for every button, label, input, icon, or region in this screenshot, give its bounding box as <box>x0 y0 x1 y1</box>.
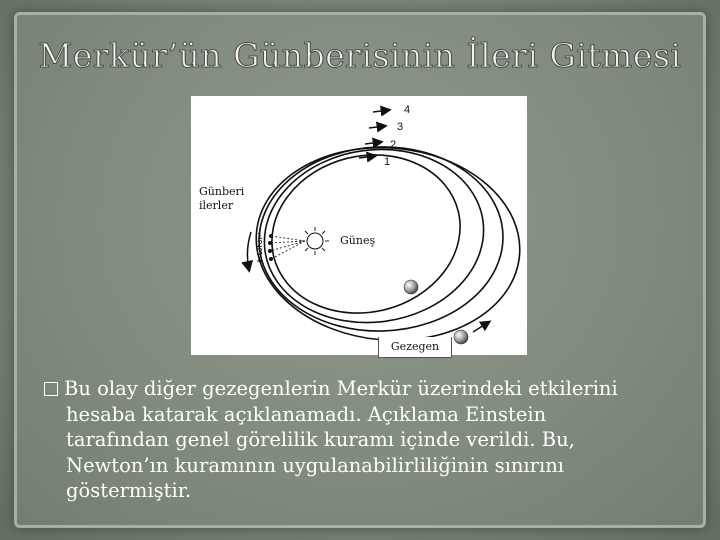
perihelion-advance-arrow <box>247 232 251 270</box>
orbit-number: 4 <box>404 104 411 116</box>
body-line-text: Bu olay diğer gezegenlerin Merkür üzerindeki etkilerini <box>64 377 618 400</box>
slide-title: Merkür’ün Günberisinin İleri Gitmesi <box>38 36 682 75</box>
planet-arrow <box>473 322 489 332</box>
planet-label: Gezegen <box>378 337 452 358</box>
sun-icon <box>301 227 329 255</box>
body-line <box>44 376 684 402</box>
perihelion-number: 4 <box>257 255 263 266</box>
sun-label: Güneş <box>340 234 376 247</box>
body-line: hesaba katarak açıklanamadı. Açıklama Einstein <box>66 402 547 426</box>
perihelion-number: 1 <box>257 231 263 242</box>
body-line: göstermiştir. <box>66 479 192 502</box>
orbit-number: 1 <box>384 156 391 168</box>
orbit-arrow-4 <box>373 110 389 112</box>
orbit-diagram <box>191 96 527 355</box>
perihelion-number: 3 <box>257 247 263 258</box>
body-line: Newton’ın kuramının uygulanabilirliliğinin sınırını <box>66 453 565 477</box>
planet-icon <box>454 330 468 344</box>
perihelion-number: 2 <box>257 239 263 250</box>
orbit-4 <box>248 137 527 351</box>
orbit-number: 3 <box>397 121 404 133</box>
orbit-number: 2 <box>390 139 397 151</box>
orbit-diagram-svg <box>191 96 527 355</box>
square-bullet-icon <box>44 382 58 396</box>
planet-icon <box>404 280 418 294</box>
orbit-arrow-2 <box>365 142 381 144</box>
body-line: tarafından genel görelilik kuramı içinde verildi. Bu, <box>66 428 575 451</box>
slide-body <box>44 376 684 504</box>
perihelia-label-text: Günberi ilerler <box>199 185 245 212</box>
orbit-arrow-3 <box>369 126 385 128</box>
perihelia-label <box>199 185 244 213</box>
perihelion-lines <box>270 236 305 259</box>
